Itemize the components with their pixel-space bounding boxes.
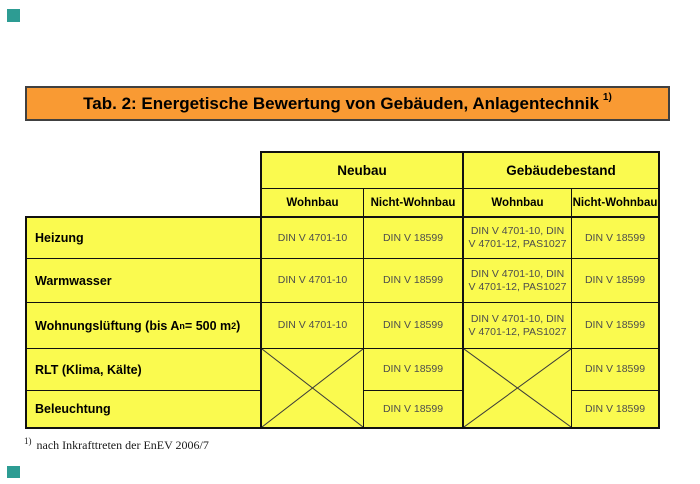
row-label-heizung: Heizung [27,218,262,259]
column-group-neubau: Neubau [262,153,464,189]
cell-warmwasser-bestand-wohnbau: DIN V 4701-10, DIN V 4701-12, PAS1027 [464,259,572,303]
row-label-warmwasser: Warmwasser [27,259,262,303]
cell-rlt-bestand-nichtwohnbau: DIN V 18599 [572,349,658,391]
row-label-wohnungslueftung: Wohnungslüftung (bis A n = 500 m 2 ) [27,303,262,349]
cross-icon [262,349,363,427]
cell-rlt-neubau-nichtwohnbau: DIN V 18599 [364,349,464,391]
cell-warmwasser-bestand-nichtwohnbau: DIN V 18599 [572,259,658,303]
footnote-marker: 1) [24,436,32,446]
label-part: ) [236,318,241,333]
footnote-text: nach Inkrafttreten der EnEV 2006/7 [36,438,209,452]
table-header [260,151,660,216]
crossed-cell-bestand-wohnbau [464,349,572,427]
cell-heizung-bestand-nichtwohnbau: DIN V 18599 [572,218,658,259]
cell-lueftung-bestand-wohnbau: DIN V 4701-10, DIN V 4701-12, PAS1027 [464,303,572,349]
crossed-cell-neubau-wohnbau [262,349,364,427]
cell-heizung-bestand-wohnbau: DIN V 4701-10, DIN V 4701-12, PAS1027 [464,218,572,259]
subheader-bestand-nicht-wohnbau: Nicht-Wohnbau [572,196,658,209]
page-title: Tab. 2: Energetische Bewertung von Gebäuden, Anlagentechnik [83,93,599,113]
cross-icon [464,349,571,427]
cell-beleuchtung-neubau-nichtwohnbau: DIN V 18599 [364,391,464,427]
row-label-beleuchtung: Beleuchtung [27,391,262,427]
cell-heizung-neubau-wohnbau: DIN V 4701-10 [262,218,364,259]
footnote [24,436,209,453]
corner-accent-square-bottom [7,466,20,478]
cell-warmwasser-neubau-nichtwohnbau: DIN V 18599 [364,259,464,303]
subheader-bestand-wohnbau: Wohnbau [464,189,572,216]
cell-beleuchtung-bestand-nichtwohnbau: DIN V 18599 [584,402,646,415]
cell-lueftung-bestand-nichtwohnbau: DIN V 18599 [572,303,658,349]
column-group-gebaeudebestand: Gebäudebestand [464,153,658,189]
corner-accent-square-top [7,9,20,22]
label-part: Wohnungslüftung (bis A [35,318,180,333]
cell-lueftung-neubau-nichtwohnbau: DIN V 18599 [364,303,464,349]
cell-lueftung-neubau-wohnbau: DIN V 4701-10 [262,303,364,349]
subheader-neubau-wohnbau: Wohnbau [262,189,364,216]
subheader-neubau-nicht-wohnbau: Nicht-Wohnbau [364,189,464,216]
cell-warmwasser-neubau-wohnbau: DIN V 4701-10 [262,259,364,303]
row-label-rlt: RLT (Klima, Kälte) [27,349,262,391]
title-banner [25,86,670,121]
label-part: = 500 m [184,318,232,333]
cell-heizung-neubau-nichtwohnbau: DIN V 18599 [364,218,464,259]
title-footnote-marker: 1) [602,92,612,103]
table-body [25,216,660,429]
